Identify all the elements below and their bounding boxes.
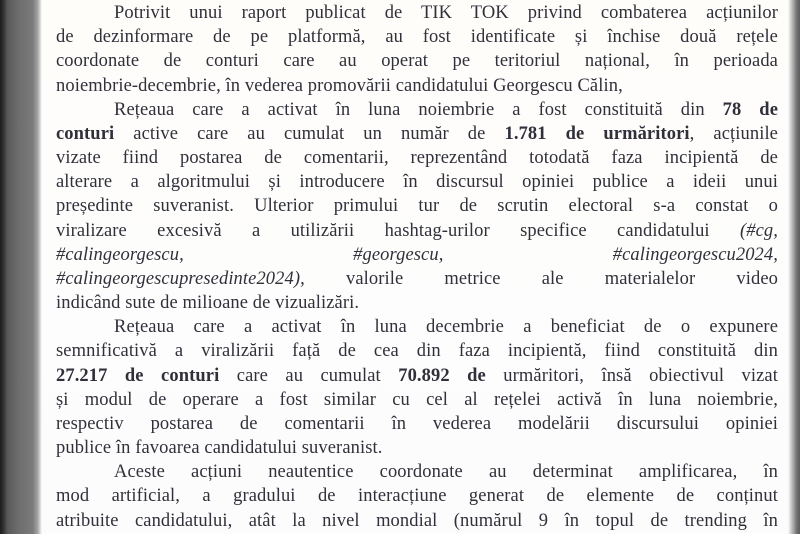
body-text: respectiv postarea de comentarii în vederea modelării discursului opiniei (56, 413, 778, 434)
body-text: viralizare excesivă a utilizării hashtag-urilor specifice candidatului (56, 220, 740, 241)
emphasized-stat-text: 1.781 de urmăritori (504, 123, 690, 144)
hashtag-text: #georgescu, (353, 244, 444, 265)
body-text: alterare a algoritmului și introducere în discursul opiniei publice a ideii unui (56, 172, 778, 193)
text-line (56, 98, 778, 122)
paragraph-indent (56, 17, 114, 18)
body-text: publice în favoarea candidatului suveranist. (56, 438, 383, 459)
body-text: de dezinformare de pe platformă, au fost identificate și închise două rețele (56, 27, 778, 48)
body-text: semnificativă a viralizării față de cea din faza incipientă, fiind constituită din (56, 341, 778, 362)
body-text: președinte suveranist. Ulterior primului tur de scrutin electoral s-a constat o (56, 196, 778, 217)
text-line (56, 388, 778, 412)
text-line (56, 484, 778, 508)
body-text: valorile metrice ale materialelor video (304, 268, 778, 289)
body-text: Aceste acțiuni neautentice coordonate au determinat amplificarea, în (114, 462, 778, 483)
body-text: urmăritori, însă obiectivul vizat (485, 365, 778, 386)
text-line (56, 1, 778, 25)
body-text: Rețeaua care a activat în luna noiembrie a fost constituită din (114, 99, 723, 120)
emphasized-stat-text: conturi (56, 123, 115, 144)
text-line (56, 243, 778, 267)
text-line (56, 509, 778, 533)
body-text: mod artificial, a gradului de interacțiune generat de elemente de conținut (56, 486, 778, 507)
text-line (56, 170, 778, 194)
text-line (56, 315, 778, 339)
body-text: care au cumulat (219, 365, 399, 386)
paragraph-indent (56, 331, 114, 332)
emphasized-stat-text: 78 de (722, 99, 778, 120)
scan-right-edge-bar (788, 0, 800, 534)
hashtag-text: #calingeorgescupresedinte2024), (56, 268, 305, 289)
body-text: Potrivit unui raport publicat de TIK TOK privind combaterea acțiunilor (114, 3, 778, 23)
text-line (56, 219, 778, 243)
text-line (56, 122, 778, 146)
text-line (56, 194, 778, 218)
scan-left-edge-bar (0, 0, 42, 534)
body-text: active care au cumulat un număr de (114, 123, 505, 144)
paragraph-indent (56, 114, 114, 115)
emphasized-stat-text: 27.217 de conturi (56, 365, 220, 386)
body-text: indicând sute de milioane de vizualizări. (56, 293, 360, 314)
text-line (56, 74, 778, 98)
body-text: noiembrie-decembrie, în vederea promovării candidatului Georgescu Călin, (56, 75, 623, 96)
text-line (56, 146, 778, 170)
text-line (56, 25, 778, 49)
body-text: vizate fiind postarea de comentarii, reprezentând totodată faza incipientă de (56, 148, 778, 169)
hashtag-text: #calingeorgescu, (56, 244, 184, 265)
text-line (56, 460, 778, 484)
text-line (56, 267, 778, 291)
emphasized-stat-text: 70.892 de (398, 365, 486, 386)
body-text: atribuite candidatului, atât la nivel mondial (numărul 9 în topul de trending în (56, 510, 778, 531)
text-line (56, 291, 778, 315)
body-text: coordonate de conturi care au operat pe teritoriul național, în perioada (56, 51, 778, 72)
text-line (56, 339, 778, 363)
text-line (56, 412, 778, 436)
body-text: și modul de operare a fost similar cu cel al rețelei activă în luna noiembrie, (56, 389, 778, 410)
body-text: Rețeaua care a activat în luna decembrie a beneficiat de o expunere (114, 317, 778, 338)
hashtag-text: #calingeorgescu2024, (612, 244, 778, 265)
document-text-block (56, 1, 778, 533)
body-text (443, 245, 612, 265)
text-line (56, 364, 778, 388)
text-line (56, 49, 778, 73)
body-text: , acțiunile (689, 123, 778, 144)
text-line (56, 436, 778, 460)
paragraph-indent (56, 476, 114, 477)
hashtag-text: (#cg, (740, 220, 778, 241)
body-text (184, 245, 353, 265)
